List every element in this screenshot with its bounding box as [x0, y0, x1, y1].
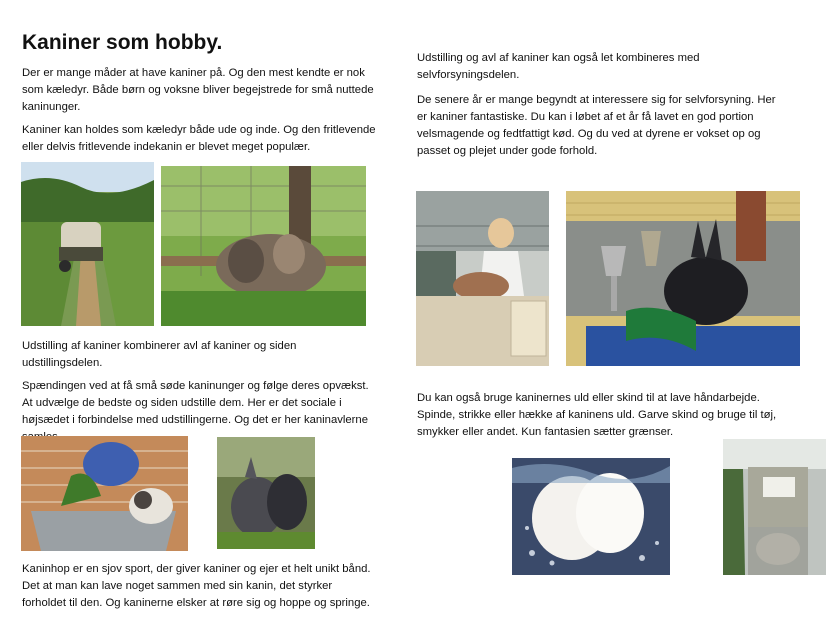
- photo-rabbit-cart-path: [21, 162, 154, 326]
- paragraph-rabbit-hop: Kaninhop er en sjov sport, der giver kaniner og ejer et helt unikt bånd. Det at man kan lave noget sammen med sin kanin, det styrker forholdet til den. Og kaninerne elsker at røre sig og hoppe og springe.: [22, 563, 371, 609]
- photo-rabbit-flower-pot: [21, 436, 188, 551]
- photo-angora-slippers: [512, 458, 670, 575]
- photo-two-dark-rabbits: [217, 437, 315, 549]
- photo-judge-rabbit-show: [416, 191, 549, 366]
- paragraph-self-sufficiency-intro: Udstilling og avl af kaniner kan også let kombineres med selvforsyningsdelen.: [417, 52, 700, 81]
- photo-black-rabbit-trophy: [566, 191, 800, 366]
- paragraph-pets: Kaniner kan holdes som kæledyr både ude og inde. Og den fritlevende eller delvis fritlevende indekanin er blevet meget populær.: [22, 124, 376, 153]
- paragraph-self-sufficiency: De senere år er mange begyndt at interessere sig for selvforsyning. Her er kaniner fantastiske. Du kan i løbet af et år få lavet en god portion velsmagende og fedtfattigt kød. Og du ved at dyrene er vokset op og passet og plejet under gode forhold.: [417, 94, 776, 157]
- paragraph-breeding: Spændingen ved at få små søde kaninunger og følge deres opvækst. At udvælge de bedste og siden udstille dem. Her er det sociale i højsædet i forbindelse med udstillingerne. Og det er her kaninavlerne: [22, 380, 369, 426]
- paragraph-wool-crafts: Du kan også bruge kaninernes uld eller skind til at lave håndarbejde. Spinde, strikke eller hække af kaninens uld. Garve skind og bruge til tøj, smykker eller andet. Kun fantasien sætter grænser.: [417, 392, 777, 438]
- photo-wool-display: [723, 439, 826, 575]
- page-title: Kaniner som hobby.: [22, 31, 223, 54]
- paragraph-exhibition: Udstilling af kaniner kombinerer avl af kaniner og siden udstillingsdelen.: [22, 340, 297, 369]
- paragraph-intro: Der er mange måder at have kaniner på. Og den mest kendte er nok som kæledyr. Både børn og voksne bliver begejstrede for små nuttede kaninunger.: [22, 67, 374, 113]
- photo-lop-rabbits-grass: [161, 166, 366, 326]
